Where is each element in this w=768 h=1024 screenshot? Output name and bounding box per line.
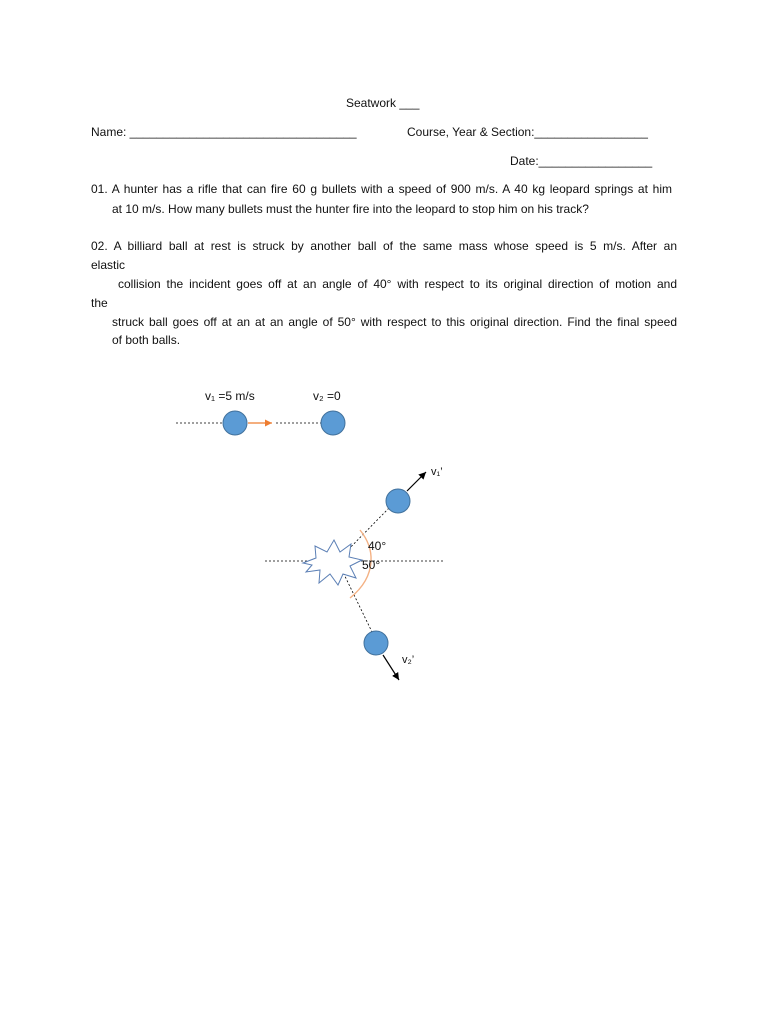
v1-label: v₁ =5 m/s: [205, 389, 255, 403]
question-2-line-2: elastic: [91, 258, 126, 272]
name-field-line: Name: __________________________________: [91, 125, 357, 139]
worksheet-title: Seatwork ___: [346, 96, 420, 110]
question-2-line-3: collision the incident goes off at an angle of 40° with respect to its original direction of motion and: [118, 277, 677, 291]
question-1-line-2: at 10 m/s. How many bullets must the hunter fire into the leopard to stop him on his track?: [112, 202, 589, 216]
incident-ball: [223, 411, 247, 435]
v1-prime-label: v₁’: [431, 466, 443, 478]
collision-burst-icon: [303, 540, 362, 585]
v2-label: v₂ =0: [313, 389, 341, 403]
target-ball: [321, 411, 345, 435]
v1-prime-arrow: [407, 472, 426, 491]
question-1-line-1: 01. A hunter has a rifle that can fire 60 g bullets with a speed of 900 m/s. A 40 kg leopard springs at him: [91, 182, 672, 196]
angle-label-bottom: 50°: [362, 558, 381, 572]
question-2-line-6: of both balls.: [112, 333, 181, 347]
v2-prime-arrow: [383, 655, 399, 680]
date-field-line: Date:_________________: [510, 154, 653, 168]
struck-ball-after: [364, 631, 388, 655]
question-2-line-4: the: [91, 296, 108, 310]
question-2-line-1: 02. A billiard ball at rest is struck by another ball of the same mass whose speed is 5 m/s. After an: [91, 239, 677, 253]
angle-label-top: 40°: [368, 539, 387, 553]
question-2-line-5: struck ball goes off at an at an angle of 50° with respect to this original direction. Find the final speed: [112, 315, 677, 329]
incident-ball-after: [386, 489, 410, 513]
v2-prime-label: v₂’: [402, 654, 415, 666]
course-field-line: Course, Year & Section:_________________: [407, 125, 648, 139]
